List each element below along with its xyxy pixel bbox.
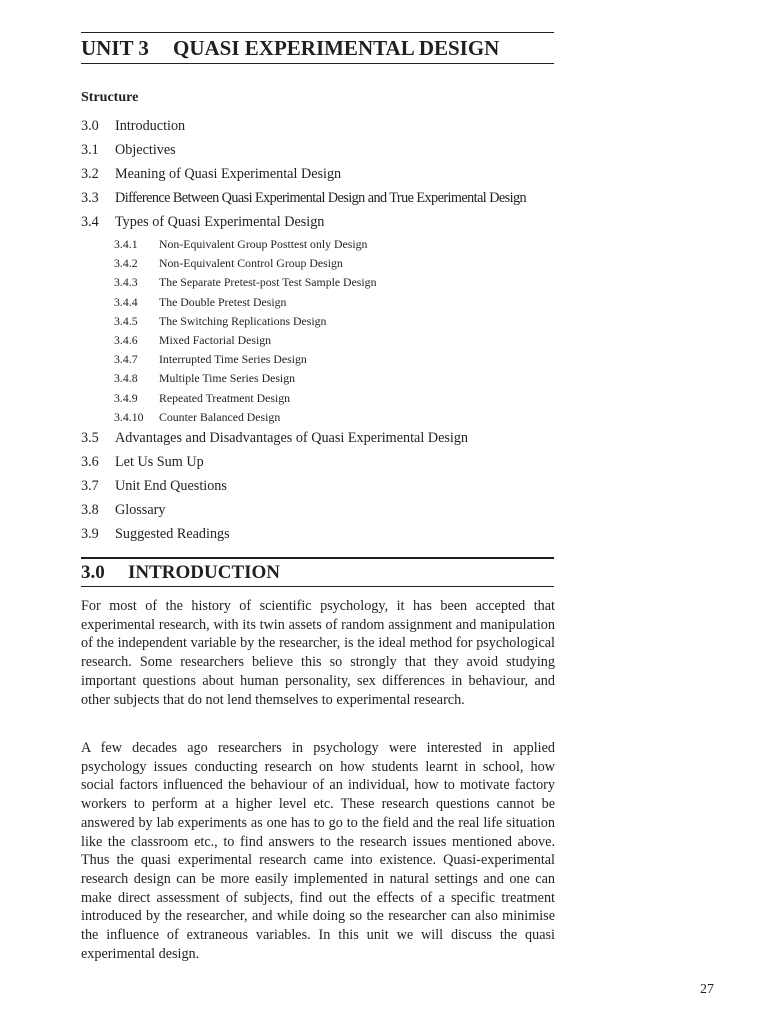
toc-entry-3-2 [81, 164, 561, 188]
toc-label: Types of Quasi Experimental Design [115, 214, 325, 230]
toc-number: 3.4.5 [114, 313, 138, 328]
toc-subentry-3-4-8 [81, 370, 561, 389]
toc-subentry-3-4-2 [81, 255, 561, 274]
structure-heading: Structure [81, 90, 139, 105]
toc-label: Unit End Questions [115, 477, 227, 494]
toc-entry-3-6 [81, 452, 561, 476]
toc-subentry-3-4-10 [81, 409, 561, 428]
toc-number: 3.1 [81, 142, 99, 158]
toc-label: Advantages and Disadvantages of Quasi Experimental Design [115, 429, 469, 446]
toc-label: Repeated Treatment Design [159, 390, 291, 405]
toc-number: 3.4 [81, 214, 99, 230]
toc-subentry-3-4-4 [81, 294, 561, 313]
toc-number: 3.4.6 [114, 332, 138, 347]
toc-number: 3.2 [81, 166, 99, 182]
toc-label: The Separate Pretest-post Test Sample Design [159, 275, 377, 290]
toc-label: Difference Between Quasi Experimental Design and True Experimental Design [115, 190, 527, 206]
toc-number: 3.8 [81, 501, 99, 518]
toc-label: Interrupted Time Series Design [159, 352, 307, 367]
page-number: 27 [700, 982, 714, 997]
toc-number: 3.4.4 [114, 294, 138, 309]
toc-entry-3-4 [81, 212, 561, 236]
toc-label: Non-Equivalent Control Group Design [159, 256, 343, 271]
toc-number: 3.4.2 [114, 256, 138, 271]
toc-label: Glossary [115, 501, 166, 518]
body-paragraph: For most of the history of scientific psychology, it has been accepted that experimental research, with its twin assets of random assignment and manipulation of the independent variable by the researcher, is the ideal method for psychological research. Some researchers believe this so strongly that they avoid studying important questions about human personality, sex differences in behaviour, and other subjects that do not lend themselves to experimental research. [81, 598, 555, 708]
toc-number: 3.7 [81, 477, 99, 494]
toc-entry-3-8 [81, 500, 561, 524]
toc-entry-3-0 [81, 116, 561, 140]
toc-label: Meaning of Quasi Experimental Design [115, 166, 342, 182]
toc-number: 3.0 [81, 118, 99, 134]
toc-subentry-3-4-1 [81, 236, 561, 255]
toc-label: Let Us Sum Up [115, 453, 204, 470]
unit-title: QUASI EXPERIMENTAL DESIGN [173, 36, 500, 60]
toc-label: Counter Balanced Design [159, 409, 281, 424]
toc-entry-3-5 [81, 428, 561, 452]
toc-number: 3.4.3 [114, 275, 138, 290]
toc-number: 3.4.8 [114, 371, 138, 386]
section-heading [81, 557, 554, 587]
toc-entry-3-9 [81, 524, 561, 548]
toc-number: 3.6 [81, 453, 99, 470]
toc-label: Introduction [115, 118, 186, 134]
toc-entry-3-7 [81, 476, 561, 500]
toc-number: 3.4.9 [114, 390, 138, 405]
toc-label: Multiple Time Series Design [159, 371, 295, 386]
toc-subentry-3-4-3 [81, 274, 561, 293]
toc-subentry-3-4-9 [81, 390, 561, 409]
toc-subentry-3-4-6 [81, 332, 561, 351]
toc-label: Non-Equivalent Group Posttest only Design [159, 237, 368, 251]
toc-entry-3-3 [81, 188, 561, 212]
toc-label: The Switching Replications Design [159, 313, 327, 328]
body-paragraph: A few decades ago researchers in psychology were interested in applied psychology issues conducting research on how students learnt in school, how social factors influenced the behaviour of an individual, how to motivate factory workers to perform at a higher level etc. These research questions cannot be answered by lab experiments as one has to go to the field and the real life situation like the classroom etc., to find answers to the research issues mentioned above. Thus the quasi experimental research came into existence. Quasi-experimental research design can be more easily implemented in natural settings and one can make direct assessment of subjects, find out the effects of a specific treatment introduced by the researcher, and while doing so the researcher can also minimise the influence of extraneous variables. In this unit we will discuss the quasi experimental design. [81, 740, 555, 962]
toc-subentry-3-4-7 [81, 351, 561, 370]
toc-number: 3.3 [81, 190, 99, 206]
toc-entry-3-1 [81, 140, 561, 164]
toc-number: 3.4.10 [114, 409, 144, 424]
table-of-contents [81, 116, 561, 548]
toc-label: Mixed Factorial Design [159, 332, 272, 347]
toc-number: 3.4.7 [114, 352, 138, 367]
toc-label: Objectives [115, 142, 176, 158]
toc-label: The Double Pretest Design [159, 294, 287, 309]
toc-number: 3.4.1 [114, 237, 138, 251]
unit-number: UNIT 3 [81, 36, 149, 60]
unit-title-bar [81, 32, 554, 64]
toc-label: Suggested Readings [115, 525, 230, 542]
section-title: INTRODUCTION [128, 562, 281, 583]
toc-number: 3.5 [81, 429, 99, 446]
toc-subentry-3-4-5 [81, 313, 561, 332]
toc-number: 3.9 [81, 525, 99, 542]
section-number: 3.0 [81, 562, 105, 583]
